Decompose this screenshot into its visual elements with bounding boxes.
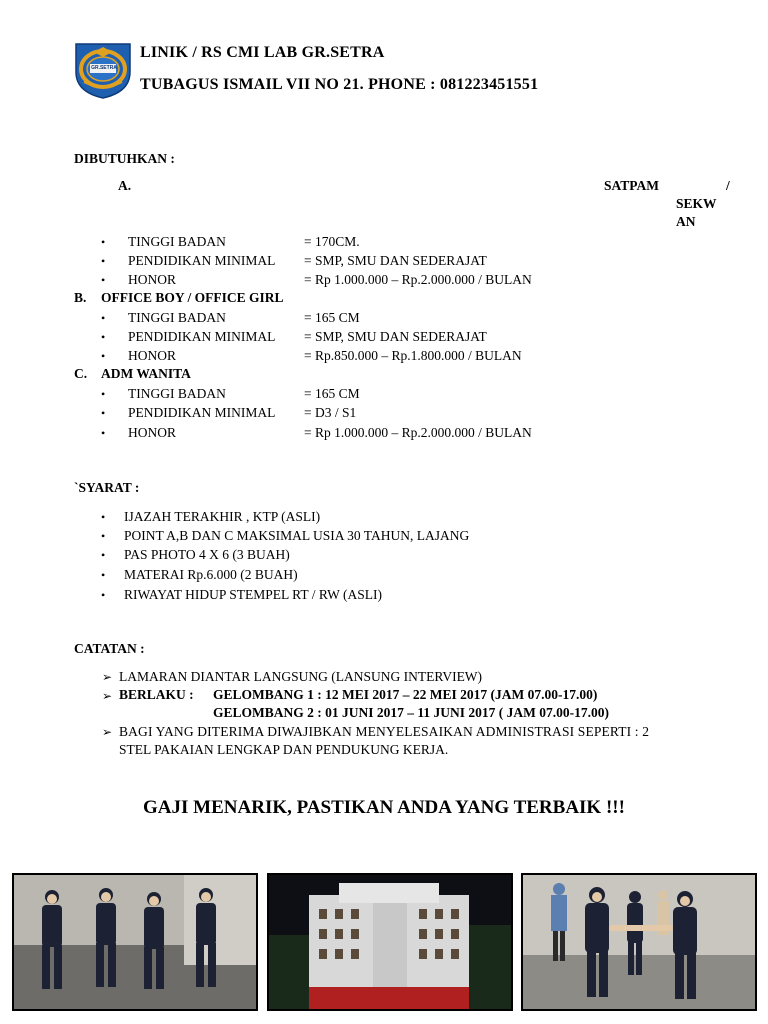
bullet-icon: • <box>101 426 106 440</box>
syarat-item: PAS PHOTO 4 X 6 (3 BUAH) <box>124 547 290 562</box>
slogan: GAJI MENARIK, PASTIKAN ANDA YANG TERBAIK !!! <box>143 797 625 818</box>
section-a-marker: A. <box>118 178 132 193</box>
b-item-label: HONOR <box>128 348 177 363</box>
syarat-item: RIWAYAT HIDUP STEMPEL RT / RW (ASLI) <box>124 587 382 602</box>
catatan-item-3-line2: STEL PAKAIAN LENGKAP DAN PENDUKUNG KERJA. <box>119 742 449 757</box>
section-b-title: OFFICE BOY / OFFICE GIRL <box>101 290 284 305</box>
bullet-icon: • <box>101 588 106 602</box>
clinic-name: LINIK / RS CMI LAB GR.SETRA <box>140 44 385 61</box>
bullet-icon: • <box>101 254 106 268</box>
section-title-catatan: CATATAN : <box>74 641 145 656</box>
clinic-logo <box>72 38 134 100</box>
section-a-title-part2a: SEKW <box>676 196 717 211</box>
c-item-label: TINGGI BADAN <box>128 386 226 401</box>
a-item-value: = Rp 1.000.000 – Rp.2.000.000 / BULAN <box>304 272 532 287</box>
c-item-value: = 165 CM <box>304 386 360 401</box>
section-a-title-part1: SATPAM <box>604 178 659 193</box>
photo-security-salute <box>12 873 258 1011</box>
bullet-icon: • <box>101 548 106 562</box>
section-a-title-slash: / <box>726 178 730 193</box>
bullet-icon: • <box>101 510 106 524</box>
a-item-value: = SMP, SMU DAN SEDERAJAT <box>304 253 487 268</box>
photo-handshake <box>521 873 757 1011</box>
b-item-value: = Rp.850.000 – Rp.1.800.000 / BULAN <box>304 348 522 363</box>
a-item-label: HONOR <box>128 272 177 287</box>
section-title-syarat: `SYARAT : <box>74 480 140 495</box>
bullet-icon: • <box>101 235 106 249</box>
a-item-label: TINGGI BADAN <box>128 234 226 249</box>
section-c-title: ADM WANITA <box>101 366 191 381</box>
bullet-icon: • <box>101 529 106 543</box>
bullet-icon: • <box>101 330 106 344</box>
arrow-icon: ➢ <box>102 725 113 739</box>
b-item-value: = SMP, SMU DAN SEDERAJAT <box>304 329 487 344</box>
gelombang-1: GELOMBANG 1 : 12 MEI 2017 – 22 MEI 2017 (JAM 07.00-17.00) <box>213 687 598 702</box>
bullet-icon: • <box>101 568 106 582</box>
syarat-item: IJAZAH TERAKHIR , KTP (ASLI) <box>124 509 321 524</box>
arrow-icon: ➢ <box>102 689 113 703</box>
syarat-item: MATERAI Rp.6.000 (2 BUAH) <box>124 567 298 582</box>
bullet-icon: • <box>101 387 106 401</box>
gelombang-2: GELOMBANG 2 : 01 JUNI 2017 – 11 JUNI 2017 ( JAM 07.00-17.00) <box>213 705 609 720</box>
bullet-icon: • <box>101 311 106 325</box>
a-item-value: = 170CM. <box>304 234 360 249</box>
bullet-icon: • <box>101 349 106 363</box>
catatan-item-1: LAMARAN DIANTAR LANGSUNG (LANSUNG INTERVIEW) <box>119 669 483 684</box>
b-item-label: TINGGI BADAN <box>128 310 226 325</box>
c-item-label: PENDIDIKAN MINIMAL <box>128 405 276 420</box>
berlaku-label: BERLAKU : <box>119 687 194 702</box>
syarat-item: POINT A,B DAN C MAKSIMAL USIA 30 TAHUN, LAJANG <box>124 528 470 543</box>
section-b-marker: B. <box>74 290 87 305</box>
section-title-dibutuhkan: DIBUTUHKAN : <box>74 151 175 166</box>
b-item-value: = 165 CM <box>304 310 360 325</box>
bullet-icon: • <box>101 273 106 287</box>
c-item-value: = Rp 1.000.000 – Rp.2.000.000 / BULAN <box>304 425 532 440</box>
bullet-icon: • <box>101 406 106 420</box>
arrow-icon: ➢ <box>102 670 113 684</box>
b-item-label: PENDIDIKAN MINIMAL <box>128 329 276 344</box>
catatan-item-3-line1: BAGI YANG DITERIMA DIWAJIBKAN MENYELESAIKAN ADMINISTRASI SEPERTI : 2 <box>119 724 650 739</box>
c-item-value: = D3 / S1 <box>304 405 357 420</box>
a-item-label: PENDIDIKAN MINIMAL <box>128 253 276 268</box>
c-item-label: HONOR <box>128 425 177 440</box>
section-a-title-part2b: AN <box>676 214 696 229</box>
photo-clinic-building <box>267 873 513 1011</box>
section-c-marker: C. <box>74 366 88 381</box>
clinic-address: TUBAGUS ISMAIL VII NO 21. PHONE : 081223451551 <box>140 76 539 93</box>
logo-text: GR.SETRA <box>91 65 117 71</box>
